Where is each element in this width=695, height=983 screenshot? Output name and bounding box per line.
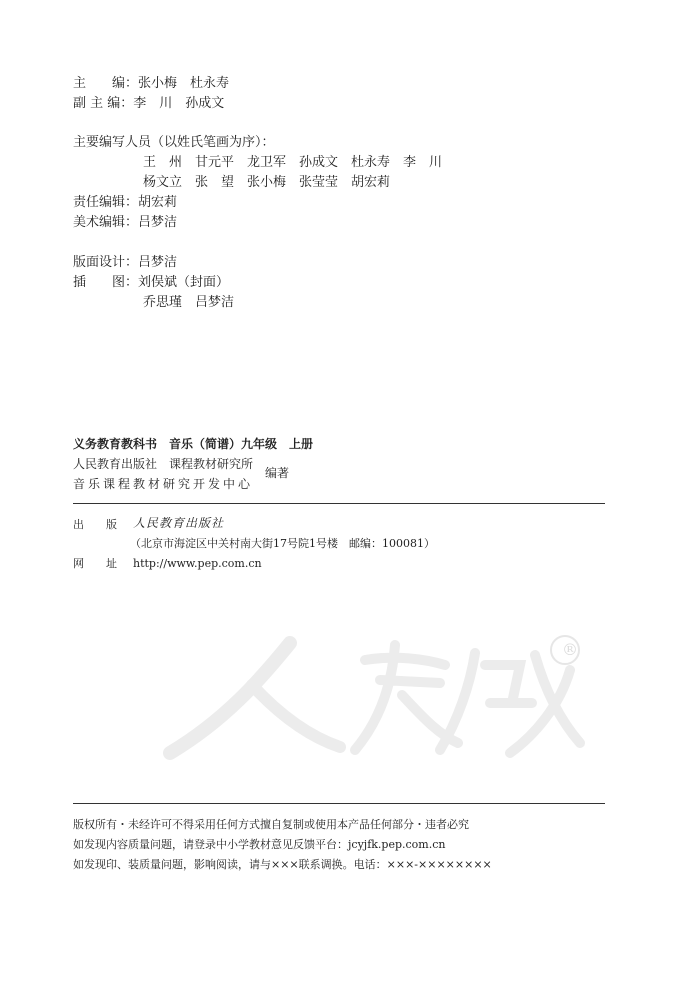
writers-line-2: 杨文立 张 望 张小梅 张莹莹 胡宏莉	[143, 175, 391, 190]
layout-design-label: 版面设计：	[73, 255, 139, 270]
deputy-editor-row	[73, 95, 224, 113]
publisher-label: 出 版	[73, 518, 117, 531]
deputy-editor-names: 李 川 孙成文	[133, 96, 225, 111]
responsible-editor-names: 胡宏莉	[138, 195, 178, 210]
art-editor-label: 美术编辑：	[73, 215, 139, 230]
illustration-line-2: 乔思瑾 吕梦洁	[143, 295, 235, 310]
book-title: 义务教育教科书 音乐（简谱）九年级 上册	[73, 437, 314, 451]
layout-design-names: 吕梦洁	[138, 255, 178, 270]
writers-label: 主要编写人员（以姓氏笔画为序）：	[73, 135, 275, 150]
divider-top	[73, 503, 605, 504]
chief-editor-row	[73, 75, 229, 93]
illustration-row	[73, 274, 229, 292]
chief-editor-names: 张小梅 杜永寿	[138, 76, 230, 91]
responsible-editor-label: 责任编辑：	[73, 195, 139, 210]
website-label: 网 址	[73, 557, 117, 570]
compiled-by-label: 编著	[265, 466, 290, 480]
content-feedback-notice: 如发现内容质量问题，请登录中小学教材意见反馈平台：jcyjfk.pep.com.cn	[73, 838, 446, 851]
art-editor-names: 吕梦洁	[138, 215, 178, 230]
pep-watermark-logo	[140, 625, 600, 775]
publisher-address: （北京市海淀区中关村南大街17号院1号楼 邮编：100081）	[130, 537, 435, 550]
website-link[interactable]: http://www.pep.com.cn	[133, 557, 262, 570]
registered-mark: ®	[562, 640, 578, 659]
illustration-line-1: 刘俣斌（封面）	[138, 275, 230, 290]
art-editor-row	[73, 214, 177, 232]
publisher-org-1: 人民教育出版社 课程教材研究所	[73, 457, 254, 471]
responsible-editor-row	[73, 194, 177, 212]
publisher-org-2: 音乐课程教材研究开发中心	[73, 477, 254, 491]
copyright-notice: 版权所有・未经许可不得采用任何方式擅自复制或使用本产品任何部分・违者必究	[73, 818, 469, 831]
layout-design-row	[73, 254, 177, 272]
writers-line-1: 王 州 甘元平 龙卫军 孙成文 杜永寿 李 川	[143, 155, 443, 170]
print-quality-notice: 如发现印、装质量问题，影响阅读，请与×××联系调换。电话：×××-××××××××	[73, 858, 492, 871]
illustration-label: 插 图：	[73, 275, 139, 290]
chief-editor-label: 主 编：	[73, 76, 139, 91]
deputy-editor-label: 副 主 编：	[73, 96, 134, 111]
publisher-logo: 人民教育出版社	[133, 516, 225, 530]
divider-bottom	[73, 803, 605, 804]
